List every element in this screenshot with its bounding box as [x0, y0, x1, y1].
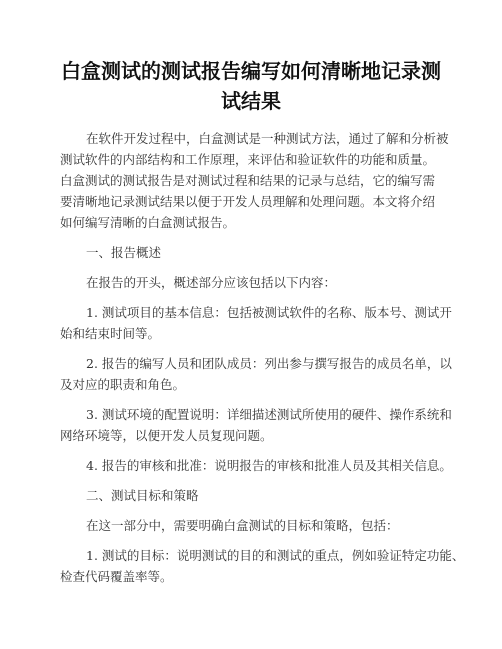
intro-line: 要清晰地记录测试结果以便于开发人员理解和处理问题。本文将介绍 — [60, 194, 436, 209]
item-line: 1. 测试的目标：说明测试的目的和测试的重点，例如验证特定功能、 — [86, 548, 465, 563]
section-1-item-3 — [60, 404, 452, 446]
item-line: 1. 测试项目的基本信息：包括被测试软件的名称、版本号、测试开 — [86, 305, 452, 320]
intro-line: 白盒测试的测试报告是对测试过程和结果的记录与总结，它的编写需 — [60, 173, 436, 188]
intro-line: 测试软件的内部结构和工作原理，来评估和验证软件的功能和质量。 — [60, 152, 436, 167]
intro-line: 如何编写清晰的白盒测试报告。 — [60, 215, 236, 230]
document-title — [60, 56, 442, 116]
lead-line: 在这一部分中，需要明确白盒测试的目标和策略，包括： — [86, 518, 399, 533]
section-1-heading: 一、报告概述 — [86, 245, 162, 260]
item-line: 4. 报告的审核和批准：说明报告的审核和批准人员及其相关信息。 — [86, 458, 452, 473]
item-line: 3. 测试环境的配置说明：详细描述测试所使用的硬件、操作系统和 — [86, 407, 452, 422]
section-2-item-1 — [60, 545, 465, 587]
intro-line: 在软件开发过程中，白盒测试是一种测试方法，通过了解和分析被 — [86, 131, 449, 146]
section-1-lead — [60, 272, 442, 293]
title-line-1: 白盒测试的测试报告编写如何清晰地记录测 — [61, 59, 441, 83]
item-line: 网络环境等，以便开发人员复现问题。 — [60, 428, 273, 443]
section-1-item-1 — [60, 302, 452, 344]
item-line: 2. 报告的编写人员和团队成员：列出参与撰写报告的成员名单，以 — [86, 356, 452, 371]
item-line: 及对应的职责和角色。 — [60, 377, 186, 392]
item-line: 始和结束时间等。 — [60, 326, 161, 341]
section-2-lead — [60, 515, 442, 536]
section-2-heading: 二、测试目标和策略 — [86, 488, 199, 503]
item-line: 检查代码覆盖率等。 — [60, 569, 173, 584]
lead-line: 在报告的开头，概述部分应该包括以下内容： — [86, 275, 337, 290]
section-1-item-2 — [60, 353, 452, 395]
intro-paragraph — [60, 128, 449, 233]
section-1-item-4 — [60, 455, 452, 476]
title-line-2: 试结果 — [221, 89, 281, 113]
